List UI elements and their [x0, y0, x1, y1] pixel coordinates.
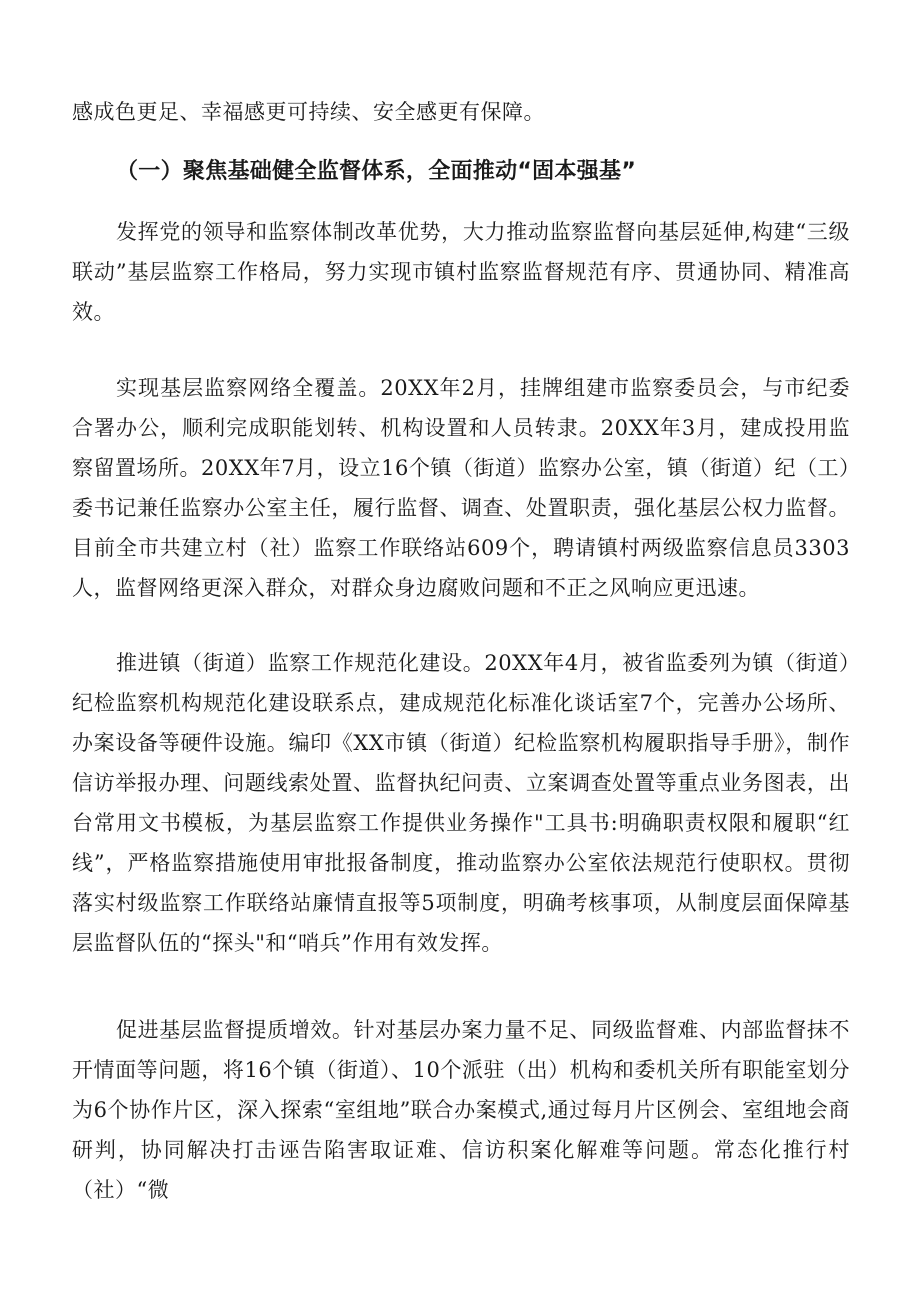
- paragraph-supervision-quality: 促进基层监督提质增效。针对基层办案力量不足、同级监督难、内部监督抹不开情面等问题，将16个镇（街道）、10个派驻（出）机构和委机关所有职能室划分为6个协作片区，深入探索“室组地”联合办案模式,通过每月片区例会、室组地会商研判，协同解决打击诬告陷害取证难、信访积案化解难等问题。常态化推行村（社）“微: [72, 1018, 850, 1202]
- paragraph-intro: 发挥党的领导和监察体制改革优势，大力推动监察监督向基层延伸,构建“三级联动”基层监察工作格局，努力实现市镇村监察监督规范有序、贯通协同、精准高效。: [72, 220, 850, 324]
- paragraph-standardization: 推进镇（街道）监察工作规范化建设。20XX年4月，被省监委列为镇（街道）纪检监察机构规范化建设联系点，建成规范化标准化谈话室7个，完善办公场所、办案设备等硬件设施。编印《XX市镇（街道）纪检监察机构履职指导手册》，制作信访举报办理、问题线索处置、监督执纪问责、立案调查处置等重点业务图表，出台常用文书模板，为基层监察工作提供业务操作"工具书:明确职责权限和履职“红线”，严格监察措施使用审批报备制度，推动监察办公室依法规范行使职权。贯彻落实村级监察工作联络站廉情直报等5项制度，明确考核事项，从制度层面保障基层监督队伍的“探头"和“哨兵”作用有效发挥。: [72, 651, 850, 955]
- paragraph-continuation: 感成色更足、幸福感更可持续、安全感更有保障。: [72, 100, 545, 124]
- section-heading: （一）聚焦基础健全监督体系，全面推动“固本强基”: [116, 159, 637, 184]
- paragraph-network-coverage: 实现基层监察网络全覆盖。20XX年2月，挂牌组建市监察委员会，与市纪委合署办公，顺利完成职能划转、机构设置和人员转隶。20XX年3月，建成投用监察留置场所。20XX年7月，设立16个镇（街道）监察办公室，镇（街道）纪（工）委书记兼任监察办公室主任，履行监督、调查、处置职责，强化基层公权力监督。目前全市共建立村（社）监察工作联络站609个，聘请镇村两级监察信息员3303人，监督网络更深入群众，对群众身边腐败问题和不正之风响应更迅速。: [72, 376, 850, 600]
